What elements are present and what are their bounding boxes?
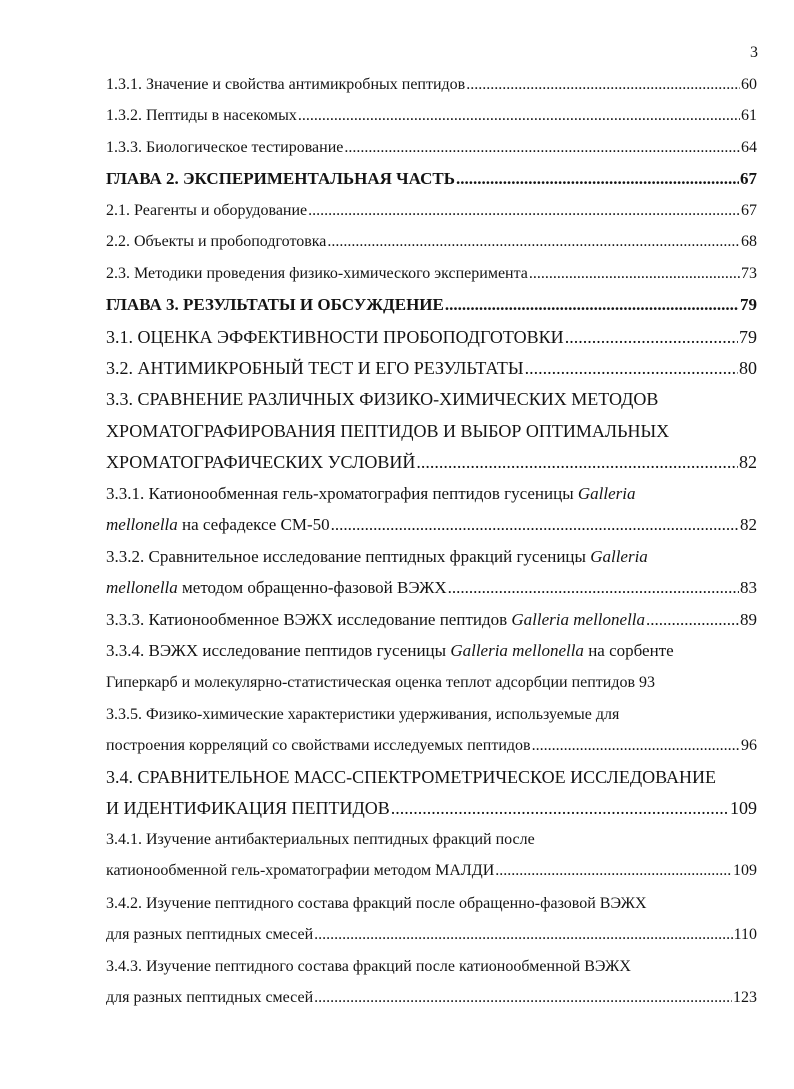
toc-entry-text: на сефадексе СМ-50 xyxy=(177,515,330,534)
toc-entry-text: 3.3.1. Катионообменная гель-хроматография пептидов гусеницы xyxy=(106,484,578,503)
toc-entry-title: для разных пептидных смесей xyxy=(106,926,314,943)
toc-entry-title: 2.1. Реагенты и оборудование xyxy=(106,202,308,219)
toc-entry-page: 96 xyxy=(741,737,757,754)
toc-entry-3-3-1-line1 xyxy=(106,482,757,506)
toc-entry-title: ГЛАВА 2. ЭКСПЕРИМЕНТАЛЬНАЯ ЧАСТЬ xyxy=(106,169,455,188)
leader-dots xyxy=(327,231,740,253)
page-number: 3 xyxy=(750,44,758,61)
toc-entry-1-3-2[interactable] xyxy=(106,105,757,127)
leader-dots xyxy=(314,924,732,946)
leader-dots xyxy=(495,860,732,882)
toc-entry-title: ХРОМАТОГРАФИЧЕСКИХ УСЛОВИЙ xyxy=(106,452,416,472)
toc-entry-3-3-5-line1: 3.3.5. Физико-химические характеристики удерживания, используемые для xyxy=(106,706,620,723)
toc-entry-title: 1.3.2. Пептиды в насекомых xyxy=(106,107,297,124)
toc-entry-2-1[interactable] xyxy=(106,200,757,222)
toc-entry-page: 68 xyxy=(741,233,757,250)
toc-entry-text: 3.3.3. Катионообменное ВЭЖХ исследование пептидов xyxy=(106,610,512,629)
toc-entry-page: 67 xyxy=(740,169,757,188)
species-name: Galleria xyxy=(577,484,636,503)
leader-dots xyxy=(565,326,738,348)
toc-entry-1-3-1[interactable] xyxy=(106,74,757,96)
toc-entry-title: 1.3.1. Значение и свойства антимикробных пептидов xyxy=(106,76,466,93)
toc-entry-3-4-1[interactable] xyxy=(106,860,757,882)
toc-entry-3-3[interactable] xyxy=(106,451,757,473)
toc-entry-page: 82 xyxy=(739,452,757,472)
toc-entry-page: 79 xyxy=(740,295,757,314)
toc-entry-3-2[interactable] xyxy=(106,357,757,379)
species-name: Galleria mellonella xyxy=(450,641,584,660)
toc-entry-title: Гиперкарб и молекулярно-статистическая оценка теплот адсорбции пептидов xyxy=(106,674,636,691)
toc-entry-title: 2.3. Методики проведения физико-химического эксперимента xyxy=(106,265,528,282)
toc-entry-title xyxy=(106,577,447,599)
toc-entry-3-4-1-line1: 3.4.1. Изучение антибактериальных пептидных фракций после xyxy=(106,831,535,848)
leader-dots xyxy=(331,514,739,536)
toc-entry-3-3-4-line1 xyxy=(106,639,757,663)
toc-entry-title: ГЛАВА 3. РЕЗУЛЬТАТЫ И ОБСУЖДЕНИЕ xyxy=(106,295,444,314)
toc-entry-page: 109 xyxy=(730,798,757,818)
leader-dots xyxy=(298,105,740,127)
toc-entry-3-3-line1: 3.3. СРАВНЕНИЕ РАЗЛИЧНЫХ ФИЗИКО-ХИМИЧЕСКИХ МЕТОДОВ xyxy=(106,389,659,409)
toc-entry-3-3-1[interactable] xyxy=(106,514,757,536)
toc-entry-title: катионообменной гель-хроматографии методом МАЛДИ xyxy=(106,862,495,879)
toc-entry-page: 64 xyxy=(741,139,757,156)
species-name: Galleria mellonella xyxy=(511,610,646,629)
toc-entry-3-3-5[interactable] xyxy=(106,735,757,757)
toc-entry-3-1[interactable] xyxy=(106,326,757,348)
toc-entry-chapter-3[interactable] xyxy=(106,294,757,316)
leader-dots xyxy=(344,137,740,159)
toc-entry-page: 73 xyxy=(741,265,757,282)
toc-entry-3-3-4[interactable] xyxy=(106,672,757,694)
species-name: mellonella xyxy=(106,515,178,534)
species-name: Galleria xyxy=(590,547,648,566)
toc-entry-title xyxy=(106,514,330,536)
toc-entry-text: на сорбенте xyxy=(583,641,674,660)
toc-entry-title: 3.1. ОЦЕНКА ЭФФЕКТИВНОСТИ ПРОБОПОДГОТОВКИ xyxy=(106,327,564,347)
toc-entry-page: 67 xyxy=(741,202,757,219)
leader-dots xyxy=(646,609,739,631)
toc-entry-title: для разных пептидных смесей xyxy=(106,989,314,1006)
toc-entry-1-3-3[interactable] xyxy=(106,137,757,159)
toc-entry-page: 82 xyxy=(740,515,757,534)
toc-entry-3-3-3[interactable] xyxy=(106,609,757,631)
toc-entry-page: 80 xyxy=(739,358,757,378)
toc-entry-page: 123 xyxy=(733,989,757,1006)
toc-entry-page: 93 xyxy=(639,674,656,691)
leader-dots xyxy=(391,797,729,819)
leader-dots xyxy=(445,294,739,316)
toc-entry-page: 89 xyxy=(740,610,757,629)
toc-entry-page: 110 xyxy=(733,926,757,943)
toc-entry-page: 83 xyxy=(740,578,757,597)
leader-dots xyxy=(525,357,738,379)
toc-entry-3-4-2-line1: 3.4.2. Изучение пептидного состава фракций после обращенно-фазовой ВЭЖХ xyxy=(106,895,647,912)
toc-entry-3-4-3-line1: 3.4.3. Изучение пептидного состава фракций после катионообменной ВЭЖХ xyxy=(106,958,631,975)
toc-entry-3-4[interactable] xyxy=(106,797,757,819)
leader-dots xyxy=(448,577,739,599)
toc-entry-3-4-line1: 3.4. СРАВНИТЕЛЬНОЕ МАСС-СПЕКТРОМЕТРИЧЕСКОЕ ИССЛЕДОВАНИЕ xyxy=(106,767,717,787)
toc-entry-2-3[interactable] xyxy=(106,263,757,285)
toc-entry-3-3-2-line1 xyxy=(106,545,757,569)
leader-dots xyxy=(416,451,738,473)
toc-entry-page: 109 xyxy=(733,862,757,879)
toc-entry-title: 3.2. АНТИМИКРОБНЫЙ ТЕСТ И ЕГО РЕЗУЛЬТАТЫ xyxy=(106,358,524,378)
toc-entry-page: 60 xyxy=(741,76,757,93)
leader-dots xyxy=(466,74,740,96)
toc-entry-page: 79 xyxy=(739,327,757,347)
toc-entry-3-4-2[interactable] xyxy=(106,924,757,946)
toc-entry-3-3-2[interactable] xyxy=(106,577,757,599)
leader-dots xyxy=(456,168,739,190)
leader-dots xyxy=(308,200,740,222)
leader-dots xyxy=(314,987,732,1009)
toc-entry-title: И ИДЕНТИФИКАЦИЯ ПЕПТИДОВ xyxy=(106,798,390,818)
toc-entry-text: 3.3.4. ВЭЖХ исследование пептидов гусеницы xyxy=(106,641,451,660)
toc-entry-title: построения корреляций со свойствами исследуемых пептидов xyxy=(106,737,531,754)
toc-entry-text: 3.3.2. Сравнительное исследование пептидных фракций гусеницы xyxy=(106,547,591,566)
toc-entry-title: 2.2. Объекты и пробоподготовка xyxy=(106,233,327,250)
toc-entry-3-3-line2: ХРОМАТОГРАФИРОВАНИЯ ПЕПТИДОВ И ВЫБОР ОПТИМАЛЬНЫХ xyxy=(106,421,670,441)
toc-entry-chapter-2[interactable] xyxy=(106,168,757,190)
toc-entry-text: методом обращенно-фазовой ВЭЖХ xyxy=(177,578,447,597)
toc-entry-title xyxy=(106,609,645,631)
species-name: mellonella xyxy=(106,578,178,597)
toc-entry-title: 1.3.3. Биологическое тестирование xyxy=(106,139,344,156)
toc-entry-2-2[interactable] xyxy=(106,231,757,253)
leader-dots xyxy=(529,263,740,285)
toc-entry-page: 61 xyxy=(741,107,757,124)
leader-dots xyxy=(532,735,740,757)
toc-entry-3-4-3[interactable] xyxy=(106,987,757,1009)
